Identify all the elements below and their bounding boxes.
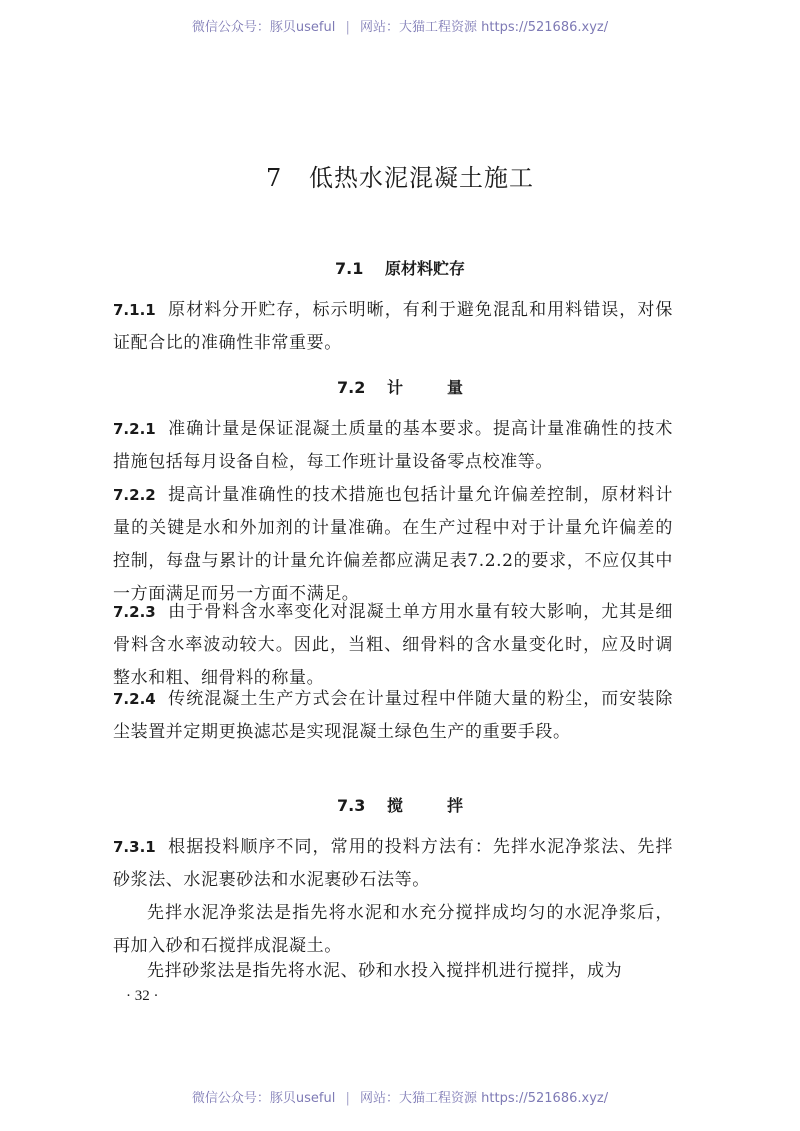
clause-7-2-1	[113, 413, 673, 479]
clause-number: 7.1.1	[113, 301, 156, 319]
footer-watermark	[0, 1087, 800, 1106]
watermark-separator: |	[345, 20, 350, 35]
chapter-number: 7	[266, 164, 283, 192]
clause-7-2-3	[113, 596, 673, 695]
chapter-title	[0, 158, 800, 193]
section-number: 7.2	[337, 378, 366, 397]
page-number: · 32 ·	[126, 988, 159, 1004]
watermark-website: 网站：大猫工程资源 https://521686.xyz/	[360, 20, 609, 35]
section-title-text: 计	[386, 378, 403, 397]
clause-7-3-1	[113, 831, 673, 897]
clause-text: 由于骨料含水率变化对混凝土单方用水量有较大影响，尤其是细骨料含水率波动较大。因此，当粗、细骨料的含水量变化时，应及时调整水和粗、细骨料的称量。	[113, 602, 673, 688]
body-paragraph	[113, 897, 673, 963]
clause-text: 准确计量是保证混凝土质量的基本要求。提高计量准确性的技术措施包括每月设备自检，每工作班计量设备零点校准等。	[113, 419, 673, 472]
section-title-text: 搅	[386, 796, 403, 815]
watermark-separator: |	[345, 1091, 350, 1106]
clause-text: 根据投料顺序不同，常用的投料方法有：先拌水泥净浆法、先拌砂浆法、水泥裹砂法和水泥裹砂石法等。	[113, 837, 673, 890]
paragraph-text: 先拌砂浆法是指先将水泥、砂和水投入搅拌机进行搅拌，成为	[147, 961, 623, 981]
clause-text: 传统混凝土生产方式会在计量过程中伴随大量的粉尘，而安装除尘装置并定期更换滤芯是实现混凝土绿色生产的重要手段。	[113, 689, 673, 742]
clause-number: 7.2.1	[113, 420, 156, 438]
clause-number: 7.2.3	[113, 603, 156, 621]
section-heading-7-2	[0, 375, 800, 398]
body-paragraph	[113, 955, 673, 988]
section-heading-7-3	[0, 793, 800, 816]
clause-7-1-1	[113, 294, 673, 360]
chapter-title-text: 低热水泥混凝土施工	[308, 164, 534, 192]
clause-text: 原材料分开贮存，标示明晰，有利于避免混乱和用料错误，对保证配合比的准确性非常重要。	[113, 300, 673, 353]
header-watermark	[0, 16, 800, 35]
section-number: 7.3	[337, 796, 366, 815]
watermark-wechat: 微信公众号：豚贝useful	[191, 1091, 336, 1106]
section-heading-7-1	[0, 256, 800, 279]
clause-number: 7.2.4	[113, 690, 156, 708]
section-number: 7.1	[335, 259, 364, 278]
clause-number: 7.2.2	[113, 486, 156, 504]
watermark-wechat: 微信公众号：豚贝useful	[191, 20, 336, 35]
section-title-text: 量	[446, 378, 463, 397]
paragraph-text: 先拌水泥净浆法是指先将水泥和水充分搅拌成均匀的水泥净浆后，再加入砂和石搅拌成混凝土。	[113, 903, 673, 956]
section-title-text: 原材料贮存	[384, 259, 465, 278]
clause-text: 提高计量准确性的技术措施也包括计量允许偏差控制，原材料计量的关键是水和外加剂的计量准确。在生产过程中对于计量允许偏差的控制，每盘与累计的计量允许偏差都应满足表7.2.2的要求，不应仅其中一方面满足而另一方面不满足。	[113, 485, 673, 604]
clause-7-2-2	[113, 479, 673, 611]
clause-7-2-4	[113, 683, 673, 749]
watermark-website: 网站：大猫工程资源 https://521686.xyz/	[360, 1091, 609, 1106]
section-title-text: 拌	[446, 796, 463, 815]
clause-number: 7.3.1	[113, 838, 156, 856]
